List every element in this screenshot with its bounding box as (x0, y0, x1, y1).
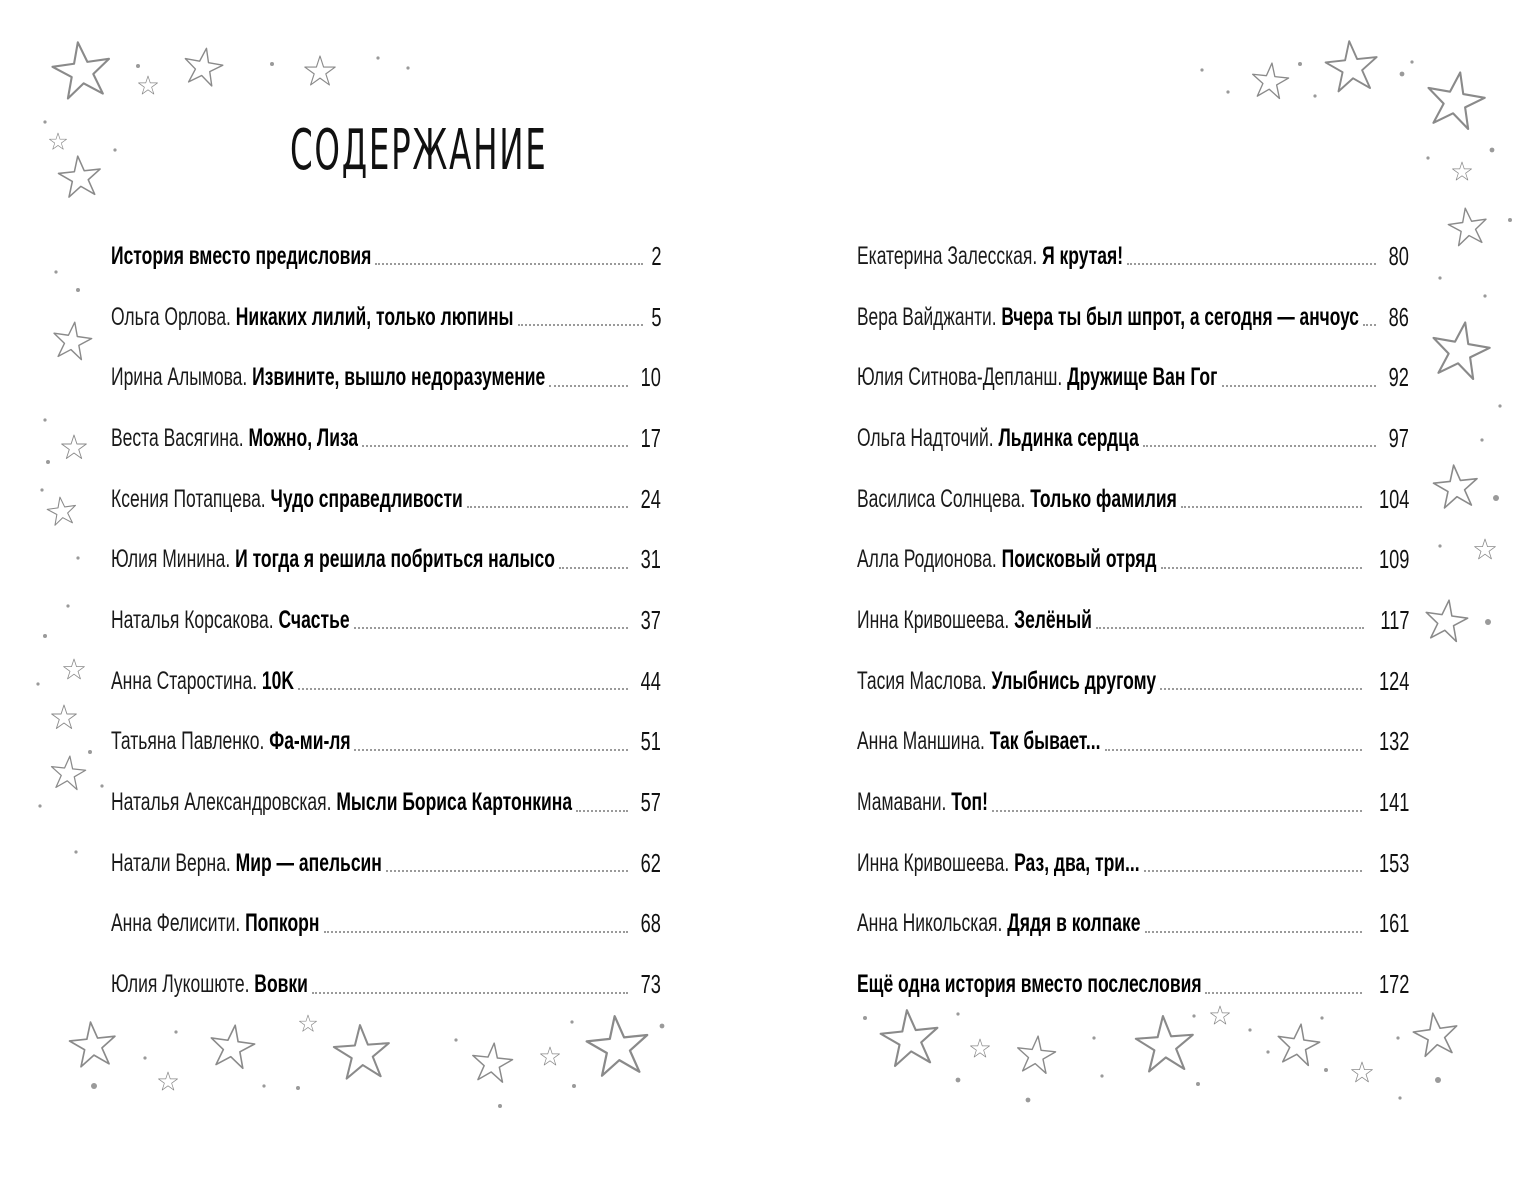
entry-author: Ксения Потапцева. (111, 484, 266, 513)
dot-leader (1127, 263, 1376, 265)
entry-title: Дядя в колпаке (1007, 909, 1141, 938)
entry-author: Веста Васягина. (111, 423, 244, 452)
star-icon (158, 1072, 177, 1090)
toc-entry-text (857, 363, 1218, 392)
dot-leader (1160, 688, 1362, 690)
star-icon (299, 1015, 316, 1031)
entry-author: Ольга Надточий. (857, 423, 994, 452)
star-icon (138, 76, 157, 94)
entry-author: Натали Верна. (111, 848, 231, 877)
star-icon (1452, 162, 1471, 180)
toc-entry-text (857, 485, 1177, 514)
star-icon (52, 705, 77, 729)
entry-title: Я крутая! (1042, 241, 1123, 270)
toc-entry-text (111, 303, 514, 332)
toc-entry-text (111, 727, 350, 756)
toc-entry (857, 347, 1409, 408)
toc-entry (111, 833, 661, 894)
star-icon (1411, 1010, 1460, 1057)
entry-title: Улыбнись другому (991, 666, 1156, 695)
entry-page-number: 10 (640, 362, 661, 393)
entry-page-number: 17 (640, 422, 661, 453)
toc-entry (857, 712, 1409, 773)
dot-leader (549, 385, 628, 387)
toc-entry-text (857, 242, 1123, 271)
entry-author: Тасия Маслова. (857, 666, 987, 695)
entry-page-number: 57 (640, 787, 661, 818)
entry-author: Наталья Корсакова. (111, 605, 274, 634)
star-icon (1324, 38, 1380, 92)
dot-leader (559, 567, 628, 569)
toc-entry-text (857, 909, 1141, 938)
entry-author: Ольга Орлова. (111, 302, 231, 331)
entry-page-number: 161 (1378, 908, 1409, 939)
entry-title: Льдинка сердца (998, 423, 1139, 452)
dot-leader (1143, 445, 1376, 447)
entry-title: Вчера ты был шпрот, а сегодня — анчоус (1001, 302, 1359, 331)
entry-page-number: 124 (1378, 665, 1409, 696)
entry-title: Ещё одна история вместо послесловия (857, 970, 1202, 999)
dot-leader (1145, 931, 1362, 933)
star-icon (49, 133, 66, 149)
dot-leader (324, 931, 628, 933)
entry-page-number: 80 (1388, 240, 1409, 271)
entry-author: Вера Вайджанти. (857, 302, 997, 331)
toc-entry (111, 894, 661, 955)
dot-leader (1181, 506, 1362, 508)
entry-page-number: 153 (1378, 847, 1409, 878)
toc-entry (111, 529, 661, 590)
star-icon (51, 320, 94, 361)
entry-page-number: 109 (1378, 544, 1409, 575)
dot-leader (1363, 324, 1376, 326)
entry-title: Раз, два, три... (1014, 848, 1140, 877)
entry-author: Юлия Минина. (111, 545, 231, 574)
entry-author: Анна Маншина. (857, 727, 985, 756)
toc-entry-text (857, 606, 1092, 635)
toc-entry (857, 772, 1409, 833)
dot-leader (354, 749, 628, 751)
entry-page-number: 73 (640, 969, 661, 1000)
toc-entry (857, 954, 1409, 1015)
entry-title: Поисковый отряд (1001, 545, 1157, 574)
entry-title: Топ! (951, 788, 988, 817)
toc-entry-text (111, 424, 358, 453)
dot-leader (1144, 870, 1362, 872)
toc-entry (111, 712, 661, 773)
star-icon (1275, 1021, 1322, 1066)
dot-leader (1096, 627, 1363, 629)
entry-title: Никаких лилий, только люпины (235, 302, 514, 331)
toc-entry-text (857, 303, 1359, 332)
toc-entry (111, 954, 661, 1015)
entry-page-number: 97 (1388, 422, 1409, 453)
entry-page-number: 51 (640, 726, 661, 757)
star-icon (878, 1007, 940, 1067)
entry-author: Анна Фелисити. (111, 909, 241, 938)
star-icon (1432, 463, 1480, 509)
toc-entry (111, 590, 661, 651)
star-icon (1134, 1014, 1195, 1072)
entry-page-number: 24 (640, 483, 661, 514)
entry-title: Только фамилия (1030, 484, 1177, 513)
toc-entry (857, 226, 1409, 287)
toc-entry-text (111, 909, 320, 938)
toc-entry-text (857, 849, 1140, 878)
entry-author: Мамавани. (857, 788, 947, 817)
contents-heading: СОДЕРЖАНИЕ (290, 118, 548, 183)
toc-entry (857, 833, 1409, 894)
entry-title: Дружище Ван Гог (1067, 363, 1218, 392)
star-icon (68, 1020, 118, 1068)
toc-entry-text (857, 424, 1139, 453)
dot-leader (1222, 385, 1377, 387)
entry-title: Мир — апельсин (235, 848, 382, 877)
entry-page-number: 2 (650, 240, 661, 271)
toc-right-column (857, 226, 1409, 1015)
toc-entry-text (111, 485, 463, 514)
dot-leader (518, 324, 643, 326)
toc-entry (857, 651, 1409, 712)
entry-page-number: 44 (640, 665, 661, 696)
entry-author: Василиса Солнцева. (857, 484, 1026, 513)
dot-leader (375, 263, 642, 265)
entry-author: Алла Родионова. (857, 545, 997, 574)
toc-entry (857, 590, 1409, 651)
toc-entry (111, 347, 661, 408)
toc-entry (111, 651, 661, 712)
entry-author: Анна Старостина. (111, 666, 258, 695)
entry-author: Инна Кривошеева. (857, 848, 1010, 877)
toc-entry (111, 469, 661, 530)
toc-entry-text (111, 363, 545, 392)
dot-leader (1161, 567, 1362, 569)
toc-entry-text (111, 667, 294, 696)
entry-page-number: 117 (1379, 604, 1409, 635)
star-icon (970, 1039, 989, 1057)
entry-author: Юлия Ситнова-Депланш. (857, 363, 1063, 392)
entry-author: Анна Никольская. (857, 909, 1003, 938)
entry-title: Счастье (278, 605, 350, 634)
star-icon (1446, 206, 1489, 247)
star-icon (1475, 539, 1496, 559)
star-icon (57, 154, 103, 198)
entry-author: Ирина Алымова. (111, 363, 248, 392)
toc-entry-text (111, 849, 382, 878)
dot-leader (312, 992, 628, 994)
star-icon (1423, 597, 1470, 642)
entry-title: Фа-ми-ля (269, 727, 351, 756)
entry-page-number: 92 (1388, 362, 1409, 393)
toc-entry-text (857, 667, 1156, 696)
star-icon (584, 1013, 651, 1077)
star-icon (1428, 318, 1494, 381)
dot-leader (1105, 749, 1362, 751)
star-icon (208, 1022, 257, 1069)
entry-page-number: 132 (1378, 726, 1409, 757)
toc-entry-text (111, 606, 350, 635)
star-icon (470, 1041, 514, 1083)
star-icon (332, 1023, 391, 1079)
entry-page-number: 86 (1388, 301, 1409, 332)
toc-entry (857, 894, 1409, 955)
star-icon (62, 435, 87, 459)
toc-entry-text (857, 727, 1101, 756)
star-icon (1015, 1034, 1057, 1074)
toc-entry-text (111, 788, 572, 817)
dot-leader (1205, 992, 1361, 994)
entry-title: 10K (261, 666, 294, 695)
toc-entry-text (111, 545, 555, 574)
entry-author: Наталья Александровская. (111, 788, 332, 817)
toc-entry (111, 226, 661, 287)
entry-title: Извините, вышло недоразумение (252, 363, 545, 392)
entry-title: История вместо предисловия (111, 241, 372, 270)
entry-title: Зелёный (1014, 605, 1092, 634)
star-icon (50, 38, 114, 100)
toc-entry (111, 772, 661, 833)
toc-entry (857, 529, 1409, 590)
entry-title: Попкорн (245, 909, 320, 938)
toc-entry (857, 408, 1409, 469)
entry-title: Вовки (254, 970, 308, 999)
star-icon (181, 45, 225, 87)
entry-title: Чудо справедливости (270, 484, 463, 513)
entry-title: Так бывает... (989, 727, 1101, 756)
toc-entry (111, 287, 661, 348)
star-icon (46, 495, 78, 526)
star-icon (1423, 68, 1489, 131)
dot-leader (467, 506, 628, 508)
dot-leader (992, 810, 1362, 812)
toc-entry-text (857, 970, 1201, 999)
entry-page-number: 141 (1378, 787, 1409, 818)
toc-entry-text (111, 970, 308, 999)
dot-leader (386, 870, 628, 872)
entry-page-number: 62 (640, 847, 661, 878)
entry-page-number: 68 (640, 908, 661, 939)
toc-entry-text (857, 788, 988, 817)
entry-title: И тогда я решила побриться налысо (235, 545, 555, 574)
entry-author: Екатерина Залесская. (857, 241, 1038, 270)
star-icon (305, 56, 335, 85)
toc-entry (857, 469, 1409, 530)
entry-page-number: 172 (1378, 969, 1409, 1000)
star-icon (540, 1047, 559, 1065)
entry-title: Можно, Лиза (248, 423, 359, 452)
entry-page-number: 37 (640, 604, 661, 635)
dot-leader (362, 445, 628, 447)
entry-page-number: 104 (1378, 483, 1409, 514)
entry-author: Татьяна Павленко. (111, 727, 265, 756)
star-icon (64, 659, 85, 679)
entry-author: Юлия Лукошюте. (111, 970, 250, 999)
entry-author: Инна Кривошеева. (857, 605, 1010, 634)
dot-leader (298, 688, 628, 690)
entry-page-number: 31 (640, 544, 661, 575)
toc-left-column (111, 226, 661, 1015)
toc-entry-text (111, 242, 371, 271)
toc-entry (857, 287, 1409, 348)
star-icon (49, 754, 86, 790)
entry-page-number: 5 (650, 301, 661, 332)
star-icon (1352, 1062, 1373, 1082)
entry-title: Мысли Бориса Картонкина (336, 788, 573, 817)
toc-entry (111, 408, 661, 469)
star-icon (1250, 61, 1290, 99)
toc-entry-text (857, 545, 1157, 574)
dot-leader (576, 810, 628, 812)
dot-leader (354, 627, 628, 629)
